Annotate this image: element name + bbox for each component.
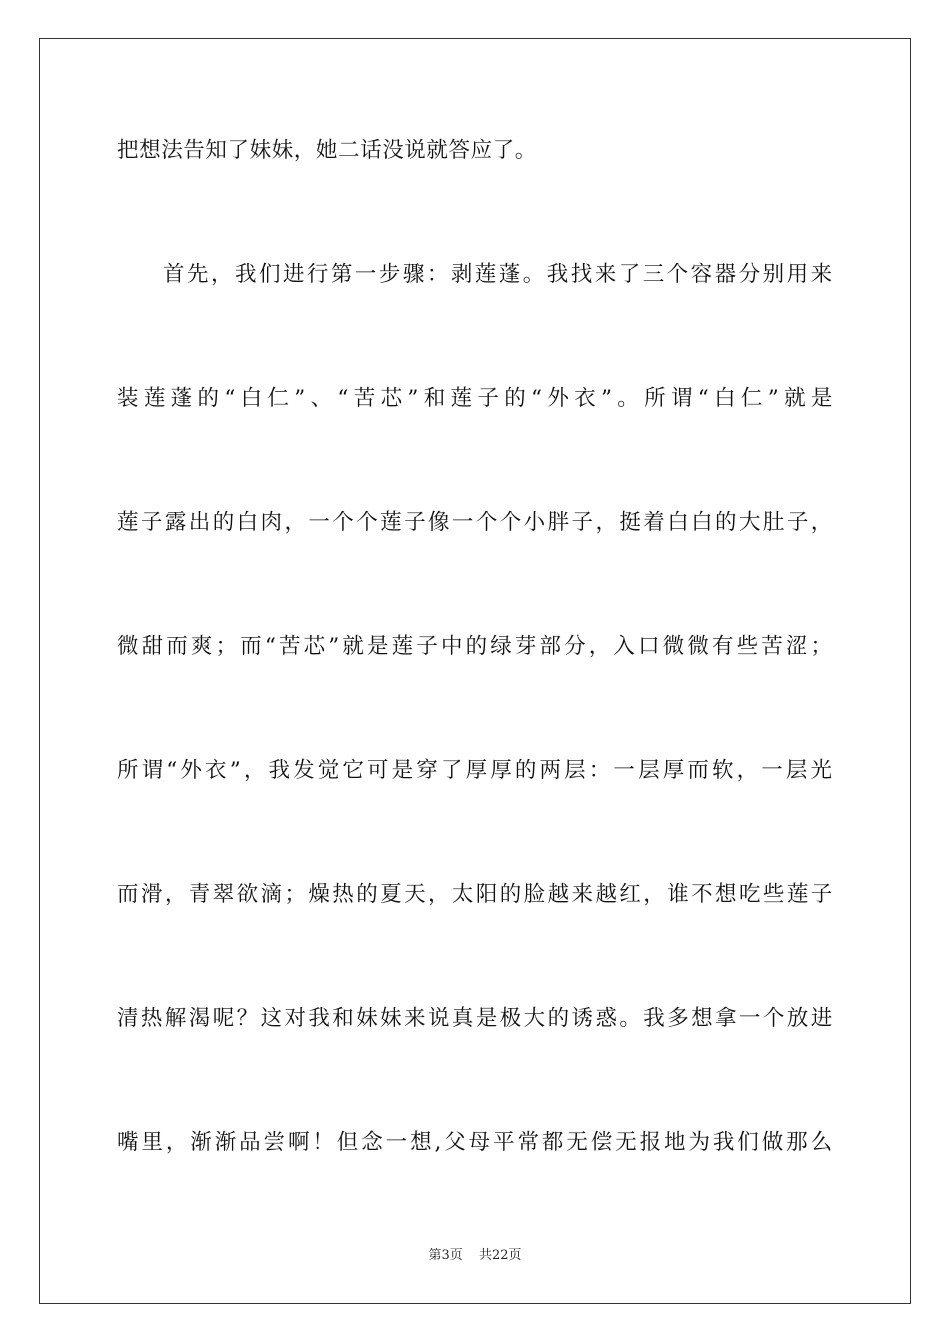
- glyph: 里: [141, 1130, 164, 1155]
- glyph: 绿: [490, 634, 513, 659]
- glyph: 越: [547, 882, 570, 907]
- glyph: ：: [588, 758, 611, 783]
- glyph: 和: [423, 386, 446, 411]
- glyph: 露: [164, 510, 187, 535]
- glyph: 甜: [141, 634, 164, 659]
- glyph: 挺: [619, 510, 642, 535]
- glyph: 层: [638, 758, 661, 783]
- glyph: 无: [615, 1130, 638, 1155]
- glyph: 欲: [236, 882, 259, 907]
- glyph: 一: [354, 262, 377, 287]
- glyph: 有: [711, 634, 735, 659]
- glyph: 像: [427, 510, 451, 535]
- glyph: ，: [210, 262, 234, 287]
- glyph: 而: [687, 758, 710, 783]
- glyph: 白: [714, 386, 737, 411]
- glyph: 来: [810, 262, 833, 287]
- glyph: 子: [786, 510, 809, 535]
- glyph: 我: [546, 262, 569, 287]
- glyph: 莲: [380, 510, 403, 535]
- glyph: 是: [475, 1006, 498, 1031]
- glyph: 它: [342, 758, 365, 783]
- glyph: ；: [215, 634, 238, 659]
- glyph: 微: [662, 634, 685, 659]
- glyph: 的: [547, 1006, 570, 1031]
- glyph: 剥: [450, 262, 473, 287]
- glyph: 就: [784, 386, 807, 411]
- glyph: 进: [282, 262, 306, 287]
- glyph: 软: [711, 758, 735, 783]
- glyph: ，: [284, 510, 307, 535]
- glyph: 两: [539, 758, 562, 783]
- glyph: 想: [410, 1130, 433, 1155]
- glyph: 个: [475, 510, 498, 535]
- glyph: 诱: [571, 1006, 594, 1031]
- glyph: 为: [688, 1130, 711, 1155]
- glyph: 我: [712, 1130, 735, 1155]
- glyph: 我: [234, 262, 258, 287]
- glyph: 光: [810, 758, 833, 783]
- glyph: 谓: [670, 386, 694, 411]
- glyph: 是: [367, 634, 390, 659]
- glyph: 热: [332, 882, 355, 907]
- glyph: 想: [691, 1006, 714, 1031]
- glyph: 的: [212, 510, 235, 535]
- glyph: 而: [117, 882, 140, 907]
- glyph: 常: [517, 1130, 540, 1155]
- glyph: 莲: [450, 386, 473, 411]
- text-line-3: [117, 384, 833, 414]
- glyph: ，: [243, 758, 266, 783]
- glyph: 厚: [662, 758, 685, 783]
- glyph: 的: [465, 634, 488, 659]
- glyph: 青: [188, 882, 211, 907]
- glyph: 子: [416, 634, 439, 659]
- glyph: 出: [188, 510, 211, 535]
- text-line-8: [117, 1004, 833, 1034]
- glyph: 衣: [205, 758, 228, 783]
- glyph: 穿: [416, 758, 439, 783]
- glyph: 渐: [190, 1130, 213, 1155]
- glyph: 分: [564, 634, 587, 659]
- glyph: 一: [738, 1006, 762, 1031]
- page-total: 共22页: [478, 1248, 522, 1263]
- glyph: 些: [762, 882, 785, 907]
- glyph: 的: [504, 386, 527, 411]
- glyph: 、: [310, 386, 333, 411]
- glyph: 步: [378, 262, 401, 287]
- glyph: 苦: [761, 634, 784, 659]
- glyph: 肉: [260, 510, 283, 535]
- glyph: 多: [667, 1006, 690, 1031]
- glyph: “: [264, 634, 277, 659]
- glyph: 着: [643, 510, 666, 535]
- glyph: 涩: [785, 634, 809, 659]
- glyph: ，: [643, 882, 666, 907]
- glyph: 芯: [303, 634, 326, 659]
- glyph: 子: [404, 510, 427, 535]
- glyph: 苦: [278, 634, 302, 659]
- glyph: 蓬: [498, 262, 521, 287]
- glyph: 三: [642, 262, 665, 287]
- glyph: 用: [786, 262, 809, 287]
- glyph: 外: [180, 758, 203, 783]
- glyph: 发: [293, 758, 316, 783]
- glyph: 谁: [667, 882, 690, 907]
- glyph: ”: [294, 386, 306, 411]
- glyph: 厚: [490, 758, 513, 783]
- glyph: 做: [761, 1130, 784, 1155]
- page-footer: [0, 1247, 950, 1265]
- glyph: 来: [594, 262, 617, 287]
- glyph: “: [166, 758, 178, 783]
- glyph: ，: [165, 1130, 188, 1155]
- text-line-1: 把想法告知了妹妹，她二话没说就答应了。: [117, 138, 537, 163]
- glyph: 而: [240, 634, 263, 659]
- glyph: 。: [522, 262, 545, 287]
- glyph: 白: [667, 510, 690, 535]
- glyph: 小: [523, 510, 546, 535]
- glyph: 渴: [188, 1006, 211, 1031]
- glyph: 芯: [380, 386, 403, 411]
- glyph: 外: [547, 386, 570, 411]
- glyph: 滑: [140, 882, 164, 907]
- glyph: 一: [613, 758, 636, 783]
- glyph: 些: [736, 634, 759, 659]
- glyph: 层: [564, 758, 587, 783]
- glyph: 渐: [214, 1130, 237, 1155]
- glyph: 子: [477, 386, 500, 411]
- glyph: 个: [356, 510, 379, 535]
- glyph: 肚: [762, 510, 785, 535]
- glyph: 念: [361, 1130, 384, 1155]
- glyph: 莲: [786, 882, 809, 907]
- glyph: 层: [785, 758, 809, 783]
- glyph: 仁: [740, 386, 764, 411]
- glyph: ，: [736, 758, 759, 783]
- glyph: 我: [268, 758, 291, 783]
- glyph: 可: [367, 758, 390, 783]
- glyph: ：: [426, 262, 449, 287]
- glyph: 来: [404, 1006, 427, 1031]
- glyph: 个: [666, 262, 689, 287]
- text-line-4: [117, 508, 833, 538]
- glyph: ”: [229, 758, 242, 783]
- glyph: 吃: [738, 882, 762, 907]
- glyph: 我: [308, 1006, 331, 1031]
- glyph: ”: [600, 386, 613, 411]
- glyph: 白: [236, 510, 259, 535]
- text-line-6: [117, 756, 833, 786]
- glyph: 都: [541, 1130, 565, 1155]
- glyph: 想: [715, 882, 738, 907]
- glyph: 妹: [380, 1006, 403, 1031]
- glyph: 但: [336, 1130, 359, 1155]
- glyph: 红: [619, 882, 642, 907]
- glyph: 个: [762, 1006, 785, 1031]
- glyph: 所: [644, 386, 667, 411]
- glyph: 太: [451, 882, 475, 907]
- glyph: 而: [166, 634, 189, 659]
- text-line-9: [117, 1128, 833, 1158]
- text-line-7: [117, 880, 833, 910]
- glyph: 的: [514, 758, 537, 783]
- glyph: 谓: [141, 758, 164, 783]
- text-line-2-paragraph-start: [163, 260, 833, 290]
- glyph: 莲: [474, 262, 497, 287]
- glyph: 莲: [143, 386, 166, 411]
- glyph: ，: [164, 882, 187, 907]
- glyph: 分: [738, 262, 761, 287]
- glyph: 一: [385, 1130, 408, 1155]
- glyph: 行: [306, 262, 330, 287]
- glyph: 进: [810, 1006, 833, 1031]
- glyph: 一: [451, 510, 475, 535]
- glyph: 子: [810, 882, 833, 907]
- glyph: 清: [117, 1006, 140, 1031]
- glyph: ，: [810, 510, 833, 535]
- glyph: ？: [236, 1006, 259, 1031]
- glyph: 中: [440, 634, 464, 659]
- glyph: 呢: [212, 1006, 235, 1031]
- glyph: 大: [738, 510, 762, 535]
- glyph: 器: [714, 262, 737, 287]
- glyph: ”: [767, 386, 780, 411]
- page-number: 第3页: [428, 1248, 463, 1263]
- glyph: 夏: [380, 882, 403, 907]
- glyph: 滴: [260, 882, 283, 907]
- glyph: 平: [493, 1130, 516, 1155]
- glyph: “: [224, 386, 236, 411]
- glyph: 白: [240, 386, 263, 411]
- glyph: 来: [571, 882, 594, 907]
- glyph: ，: [588, 634, 611, 659]
- glyph: ,: [434, 1130, 442, 1155]
- glyph: “: [337, 386, 350, 411]
- glyph: 不: [691, 882, 714, 907]
- glyph: 先: [186, 262, 210, 287]
- glyph: 地: [664, 1130, 687, 1155]
- glyph: 的: [499, 882, 522, 907]
- glyph: “: [531, 386, 543, 411]
- glyph: 。: [617, 386, 640, 411]
- glyph: 父: [444, 1130, 467, 1155]
- glyph: 说: [427, 1006, 451, 1031]
- glyph: 天: [404, 882, 427, 907]
- glyph: 第: [330, 262, 353, 287]
- glyph: 的: [197, 386, 220, 411]
- glyph: 无: [566, 1130, 589, 1155]
- glyph: 入: [613, 634, 636, 659]
- glyph: 了: [618, 262, 641, 287]
- page-border: [39, 38, 911, 1304]
- glyph: 报: [639, 1130, 662, 1155]
- glyph: 那: [786, 1130, 809, 1155]
- glyph: 的: [356, 882, 379, 907]
- glyph: 觉: [317, 758, 340, 783]
- glyph: 仁: [267, 386, 290, 411]
- glyph: 嘴: [117, 1130, 140, 1155]
- glyph: 真: [451, 1006, 475, 1031]
- glyph: 品: [239, 1130, 262, 1155]
- glyph: 。: [619, 1006, 642, 1031]
- glyph: 子: [571, 510, 594, 535]
- glyph: 子: [140, 510, 164, 535]
- glyph: ，: [595, 510, 618, 535]
- glyph: 苦: [353, 386, 376, 411]
- glyph: 燥: [308, 882, 331, 907]
- glyph: 偿: [590, 1130, 613, 1155]
- glyph: 微: [687, 634, 710, 659]
- glyph: 个: [332, 510, 355, 535]
- glyph: 大: [523, 1006, 546, 1031]
- glyph: 莲: [117, 510, 140, 535]
- glyph: 就: [342, 634, 365, 659]
- glyph: 对: [284, 1006, 307, 1031]
- glyph: 微: [117, 634, 140, 659]
- glyph: ；: [284, 882, 307, 907]
- glyph: 部: [539, 634, 562, 659]
- glyph: 骤: [402, 262, 425, 287]
- glyph: 热: [140, 1006, 164, 1031]
- glyph: 尝: [263, 1130, 286, 1155]
- glyph: ”: [328, 634, 340, 659]
- glyph: 了: [440, 758, 464, 783]
- glyph: 所: [117, 758, 140, 783]
- glyph: 芽: [514, 634, 537, 659]
- glyph: 爽: [190, 634, 214, 659]
- glyph: 翠: [212, 882, 235, 907]
- glyph: 解: [164, 1006, 187, 1031]
- glyph: 个: [499, 510, 522, 535]
- glyph: 这: [260, 1006, 283, 1031]
- glyph: 找: [570, 262, 593, 287]
- glyph: 装: [117, 386, 140, 411]
- glyph: 妹: [356, 1006, 379, 1031]
- glyph: 阳: [475, 882, 498, 907]
- glyph: 么: [810, 1130, 833, 1155]
- glyph: ，: [427, 882, 451, 907]
- glyph: 一: [308, 510, 331, 535]
- glyph: 母: [468, 1130, 491, 1155]
- glyph: 脸: [523, 882, 546, 907]
- glyph: 别: [762, 262, 785, 287]
- glyph: 胖: [547, 510, 570, 535]
- glyph: 莲: [391, 634, 414, 659]
- glyph: 放: [786, 1006, 809, 1031]
- glyph: 一: [761, 758, 784, 783]
- glyph: ！: [312, 1130, 335, 1155]
- glyph: 容: [690, 262, 713, 287]
- glyph: 我: [643, 1006, 666, 1031]
- glyph: 惑: [595, 1006, 618, 1031]
- glyph: 拿: [715, 1006, 738, 1031]
- glyph: ”: [407, 386, 419, 411]
- glyph: “: [697, 386, 710, 411]
- glyph: 越: [595, 882, 618, 907]
- glyph: 首: [163, 262, 186, 287]
- glyph: 厚: [465, 758, 488, 783]
- glyph: 蓬: [170, 386, 193, 411]
- glyph: ；: [810, 634, 833, 659]
- glyph: 是: [391, 758, 414, 783]
- glyph: 极: [499, 1006, 522, 1031]
- glyph: 们: [258, 262, 282, 287]
- text-line-5: [117, 632, 833, 662]
- glyph: 口: [638, 634, 661, 659]
- glyph: 们: [737, 1130, 760, 1155]
- glyph: 衣: [574, 386, 597, 411]
- glyph: 的: [715, 510, 738, 535]
- glyph: 是: [810, 386, 833, 411]
- glyph: 白: [691, 510, 714, 535]
- glyph: 和: [332, 1006, 355, 1031]
- glyph: 啊: [287, 1130, 311, 1155]
